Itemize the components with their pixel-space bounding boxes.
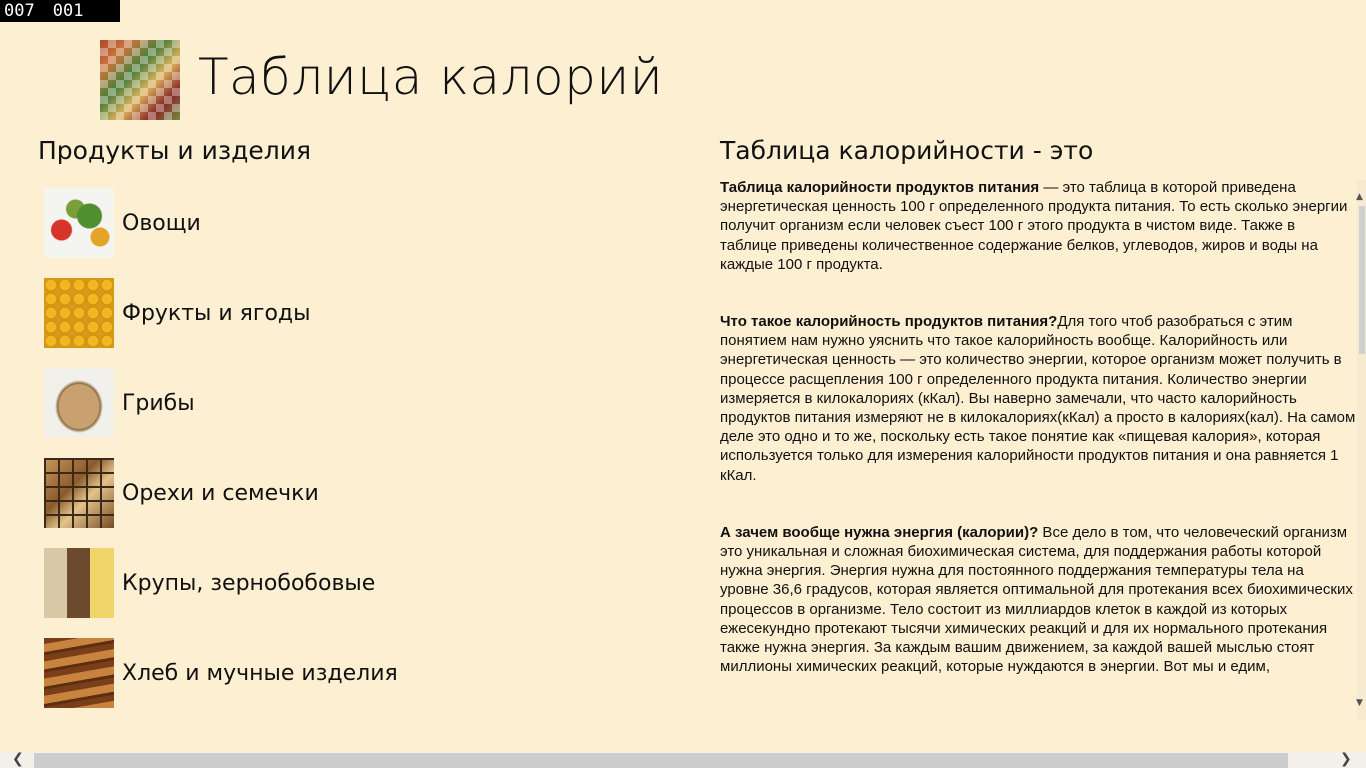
bread-thumbnail — [44, 638, 114, 708]
category-label: Орехи и семечки — [122, 480, 319, 506]
nuts-thumbnail — [44, 458, 114, 528]
categories-heading: Продукты и изделия — [38, 136, 312, 165]
app-logo — [100, 40, 180, 120]
scroll-up-icon[interactable]: ▲ — [1356, 192, 1363, 202]
scroll-right-icon[interactable]: ❯ — [1340, 751, 1352, 767]
category-label: Хлеб и мучные изделия — [122, 660, 398, 686]
mushrooms-thumbnail — [44, 368, 114, 438]
article-paragraph — [720, 523, 1356, 677]
paragraph-text: Для того чтоб разобраться с этим понятием нам нужно уяснить что такое калорийность вообще. Калорийность или энергетическая ценность — это количество энергии, которое организм может получить в процессе расщепления 100 г определенного продукта питания. Количество энергии измеряется в килокалориях (кКал). Вы наверно замечали, что часто калорийность продуктов питания измеряют не в килокалориях(кКал) а просто в калориях(кал). На самом деле это одно и то же, поскольку есть такое понятие как «пищевая калория», которая используется только для измерения калорийности продуктов питания и она равняется 1 кКал. — [720, 313, 1356, 484]
fruits-thumbnail — [44, 278, 114, 348]
category-item-vegetables[interactable] — [44, 188, 644, 258]
vertical-scrollbar-thumb[interactable] — [1359, 206, 1365, 354]
page-title: Таблица калорий — [198, 48, 664, 106]
frame-counter — [0, 0, 120, 22]
frame-counter-left: 007 — [4, 1, 35, 21]
category-item-fruits[interactable] — [44, 278, 644, 348]
category-item-nuts[interactable] — [44, 458, 644, 528]
article-paragraph — [720, 312, 1356, 485]
category-label: Овощи — [122, 210, 201, 236]
frame-counter-right: 001 — [52, 1, 84, 21]
article-heading: Таблица калорийности - это — [720, 136, 1094, 165]
category-item-grains[interactable] — [44, 548, 644, 618]
horizontal-scrollbar-thumb[interactable] — [34, 753, 1288, 768]
paragraph-text: — это таблица в которой приведена энергетическая ценность 100 г определенного продукта питания. То есть сколько энергии получит организм если человек съест 100 г этого продукта в чистом виде. Также в таблице приведены количественное содержание белков, углеводов, жиров и воды на каждые 100 г продукта. — [720, 179, 1348, 273]
scroll-left-icon[interactable]: ❮ — [12, 751, 24, 767]
paragraph-lead: А зачем вообще нужна энергия (калории)? — [720, 523, 1039, 541]
category-label: Крупы, зернобобовые — [122, 570, 376, 596]
paragraph-text: Все дело в том, что человеческий организм это уникальная и сложная биохимическая система, для поддержания работы которой нужна энергия. Энергия нужна для постоянного поддержания температуры тела на уровне 36,6 градусов, которая является оптимальной для протекания всех биохимических процессов в организме. Тело состоит из миллиардов клеток в каждой из которых ежесекундно протекают тысячи химических реакций и для их нормального протекания также нужна энергия. За каждым вашим движением, за каждой вашей мыслью стоят миллионы химических реакций, которые нуждаются в энергии. Вот мы и едим, — [720, 523, 1353, 676]
vegetables-thumbnail — [44, 188, 114, 258]
category-label: Грибы — [122, 390, 195, 416]
category-item-mushrooms[interactable] — [44, 368, 644, 438]
paragraph-lead: Таблица калорийности продуктов питания — [720, 179, 1040, 196]
article-body — [720, 178, 1356, 718]
paragraph-lead: Что такое калорийность продуктов питания? — [720, 313, 1058, 331]
scroll-down-icon[interactable]: ▼ — [1356, 698, 1363, 708]
article-paragraph — [720, 178, 1356, 274]
category-label: Фрукты и ягоды — [122, 300, 311, 326]
grains-thumbnail — [44, 548, 114, 618]
category-item-bread[interactable] — [44, 638, 644, 708]
category-list — [44, 188, 644, 728]
